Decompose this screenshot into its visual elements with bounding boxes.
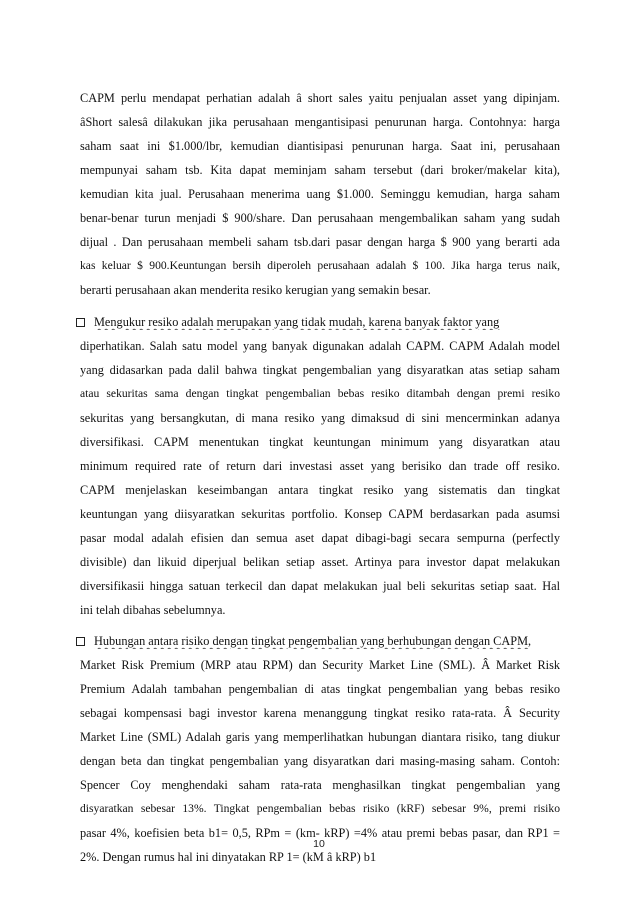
checkbox-icon bbox=[76, 318, 85, 327]
bullet-2-line-5: dengan beta dan tingkat pengembalian yang disyaratkan dari masing-masing saham. Contoh: bbox=[80, 754, 560, 768]
paragraph-1-line-3: saham saat ini $1.000/lbr, kemudian diantisipasi penurunan harga. Saat ini, perusahaan bbox=[80, 139, 560, 153]
bullet-2-line-3: sebagai kompensasi bagi investor karena menanggung tingkat resiko rata-rata. Â Security bbox=[80, 706, 560, 720]
bullet-2-line-6: Spencer Coy menghendaki saham rata-rata menghasilkan tingkat pengembalian yang bbox=[80, 778, 560, 792]
bullet-2-heading-text: Hubungan antara risiko dengan tingkat pengembalian yang berhubungan dengan CAPM, bbox=[94, 634, 532, 648]
bullet-1-line-2: yang didasarkan pada dalil bahwa tingkat pengembalian yang disyaratkan atas setiap saham bbox=[80, 363, 560, 377]
bullet-2-line-1: Market Risk Premium (MRP atau RPM) dan Security Market Line (SML). Â Market Risk bbox=[80, 658, 560, 672]
bullet-1-line-11: diversifikasii hingga satuan terkecil dan dapat melakukan jual beli sekuritas setiap saat. Hal bbox=[80, 579, 560, 593]
bullet-2-heading bbox=[76, 633, 564, 649]
page-number: 10 bbox=[313, 838, 325, 850]
paragraph-1-line-8: kas keluar $ 900.Keuntungan bersih diperoleh perusahaan adalah $ 100. Jika harga terus naik, bbox=[80, 259, 560, 272]
bullet-2-line-9: 2%. Dengan rumus hal ini dinyatakan RP 1= (kM â kRP) b1 bbox=[80, 850, 377, 864]
bullet-1-heading-text: Mengukur resiko adalah merupakan yang tidak mudah, karena banyak faktor yang bbox=[94, 315, 500, 329]
paragraph-1-line-5: kemudian kita jual. Perusahaan menerima uang $1.000. Seminggu kemudian, harga saham bbox=[80, 187, 560, 201]
bullet-1-line-6: minimum required rate of return dari investasi asset yang berisiko dan trade off resiko. bbox=[80, 459, 560, 473]
bullet-2-line-8: pasar 4%, koefisien beta b1= 0,5, RPm = (km- kRP) =4% atau premi bebas pasar, dan RP1 = bbox=[80, 826, 560, 840]
bullet-1-line-8: keuntungan yang diisyaratkan sekuritas portfolio. Konsep CAPM berdasarkan pada asumsi bbox=[80, 507, 560, 521]
bullet-2-line-4: Market Line (SML) Adalah garis yang memperlihatkan hubungan diantara risiko, tang diukur bbox=[80, 730, 560, 744]
paragraph-1-line-9: berarti perusahaan akan menderita resiko kerugian yang semakin besar. bbox=[80, 283, 431, 297]
paragraph-1-line-7: dijual . Dan perusahaan membeli saham tsb.dari pasar dengan harga $ 900 yang berarti ada bbox=[80, 235, 560, 249]
bullet-1-line-1: diperhatikan. Salah satu model yang banyak digunakan adalah CAPM. CAPM Adalah model bbox=[80, 339, 560, 353]
bullet-1-line-5: diversifikasi. CAPM menentukan tingkat keuntungan minimum yang disyaratkan atau bbox=[80, 435, 560, 449]
paragraph-1-line-2: âShort salesâ dilakukan jika perusahaan mengantisipasi penurunan harga. Contohnya: harga bbox=[80, 115, 560, 129]
bullet-1-line-9: pasar modal adalah efisien dan semua aset dapat dibagi-bagi secara sempurna (perfectly bbox=[80, 531, 560, 545]
paragraph-1-line-4: mempunyai saham tsb. Kita dapat meminjam saham tersebut (dari broker/makelar kita), bbox=[80, 163, 560, 177]
checkbox-icon bbox=[76, 637, 85, 646]
bullet-1-line-3: atau sekuritas sama dengan tingkat pengembalian bebas resiko ditambah dengan premi resiko bbox=[80, 387, 560, 400]
bullet-1-line-4: sekuritas yang bersangkutan, di mana resiko yang dimaksud di sini mencerminkan adanya bbox=[80, 411, 560, 425]
bullet-2-line-2: Premium Adalah tambahan pengembalian di atas tingkat pengembalian yang bebas resiko bbox=[80, 682, 560, 696]
bullet-1-line-10: divisible) dan likuid diperjual belikan setiap asset. Artinya para investor dapat melakukan bbox=[80, 555, 560, 569]
bullet-1-line-12: ini telah dibahas sebelumnya. bbox=[80, 603, 226, 617]
paragraph-1-line-6: benar-benar turun menjadi $ 900/share. Dan perusahaan mengembalikan saham yang sudah bbox=[80, 211, 560, 225]
bullet-2-line-7: disyaratkan sebesar 13%. Tingkat pengembalian bebas risiko (kRF) sebesar 9%, premi risiko bbox=[80, 802, 560, 815]
bullet-1-heading bbox=[76, 314, 564, 330]
bullet-1-line-7: CAPM menjelaskan keseimbangan antara tingkat resiko yang sistematis dan tingkat bbox=[80, 483, 560, 497]
paragraph-1-line-1: CAPM perlu mendapat perhatian adalah â short sales yaitu penjualan asset yang dipinjam. bbox=[80, 91, 560, 105]
